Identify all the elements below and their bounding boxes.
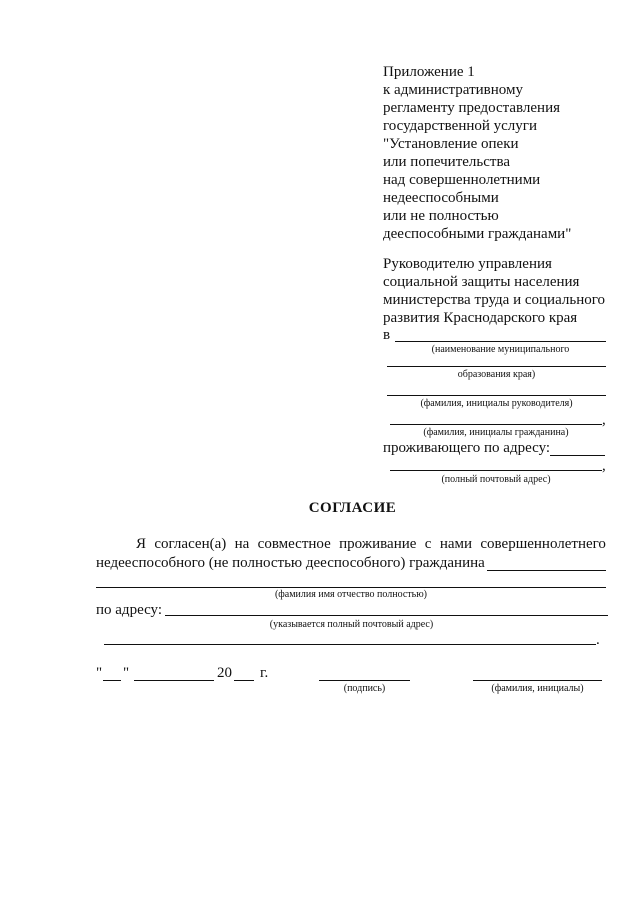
appendix-header-line: "Установление опеки [383, 136, 519, 152]
postal-address-field-line [390, 470, 602, 471]
postal-address-caption: (полный почтовый адрес) [441, 474, 551, 485]
head-name-caption: (фамилия, инициалы руководителя) [420, 398, 573, 409]
appendix-header-line: или не полностью [383, 208, 499, 224]
at-address-label: по адресу: [96, 602, 163, 618]
appendix-header [383, 63, 571, 243]
signature-field-line [319, 680, 410, 681]
consent-text-line-2: недееспособного (не полностью дееспособного) гражданина [96, 555, 485, 571]
consent-word: с [424, 536, 432, 552]
head-name-field-line [387, 395, 606, 396]
date-quote-close: " [123, 665, 130, 681]
ward-fullname-caption: (фамилия имя отчество полностью) [274, 589, 428, 600]
living-at-address-label: проживающего по адресу: [383, 440, 551, 456]
appendix-header-line: над совершеннолетними [383, 172, 541, 188]
in-prefix: в [383, 327, 391, 343]
postal-address-comma: , [602, 458, 606, 474]
consent-text-line-1 [136, 535, 606, 553]
appendix-header-line: недееспособными [383, 190, 499, 206]
consent-word: проживание [339, 536, 417, 552]
appendix-header-line: или попечительства [383, 154, 510, 170]
surname-initials-field-line [473, 680, 602, 681]
appendix-header-line: к административному [383, 82, 523, 98]
addressee-line: социальной защиты населения [383, 274, 580, 290]
consent-word: нами [439, 536, 473, 552]
at-address-field-line [165, 615, 608, 616]
consent-word: на [234, 536, 250, 552]
appendix-header-line: государственной услуги [383, 118, 537, 134]
addressee-line: Руководителю управления [383, 256, 552, 272]
consent-word: Я [136, 536, 147, 552]
appendix-header-line: Приложение 1 [383, 64, 475, 80]
appendix-header-line: регламенту предоставления [383, 100, 561, 116]
ward-name-field-line-inline [487, 570, 606, 571]
citizen-name-comma: , [602, 412, 606, 428]
date-year-prefix: 20 [217, 665, 232, 681]
consent-word: совершеннолетнего [480, 536, 606, 552]
addressee-line: министерства труда и социального [383, 292, 605, 308]
living-address-field-line [550, 455, 605, 456]
ward-fullname-field-line [96, 587, 606, 588]
signature-caption: (подпись) [343, 683, 386, 694]
date-month-field-line [134, 680, 214, 681]
surname-initials-caption: (фамилия, инициалы) [491, 683, 584, 694]
date-year-field-line [234, 680, 254, 681]
document-title: СОГЛАСИЕ [308, 500, 397, 516]
municipality-caption-2: образования края) [457, 369, 536, 380]
addressee-block [383, 255, 605, 327]
date-day-field-line [103, 680, 121, 681]
address-continuation-field-line [104, 644, 596, 645]
municipality-caption-1: (наименование муниципального [431, 344, 570, 355]
municipality-field-line-1 [395, 341, 606, 342]
consent-word: совместное [257, 536, 331, 552]
date-year-suffix: г. [260, 665, 269, 681]
addressee-line: развития Краснодарского края [383, 310, 578, 326]
full-postal-address-caption: (указывается полный почтовый адрес) [269, 619, 434, 630]
date-quote-open: " [96, 665, 103, 681]
appendix-header-line: дееспособными гражданами" [383, 226, 572, 242]
address-period: . [596, 632, 600, 648]
municipality-field-line-2 [387, 366, 606, 367]
citizen-name-field-line [390, 424, 602, 425]
citizen-name-caption: (фамилия, инициалы гражданина) [423, 427, 569, 438]
consent-word: согласен(а) [154, 536, 227, 552]
